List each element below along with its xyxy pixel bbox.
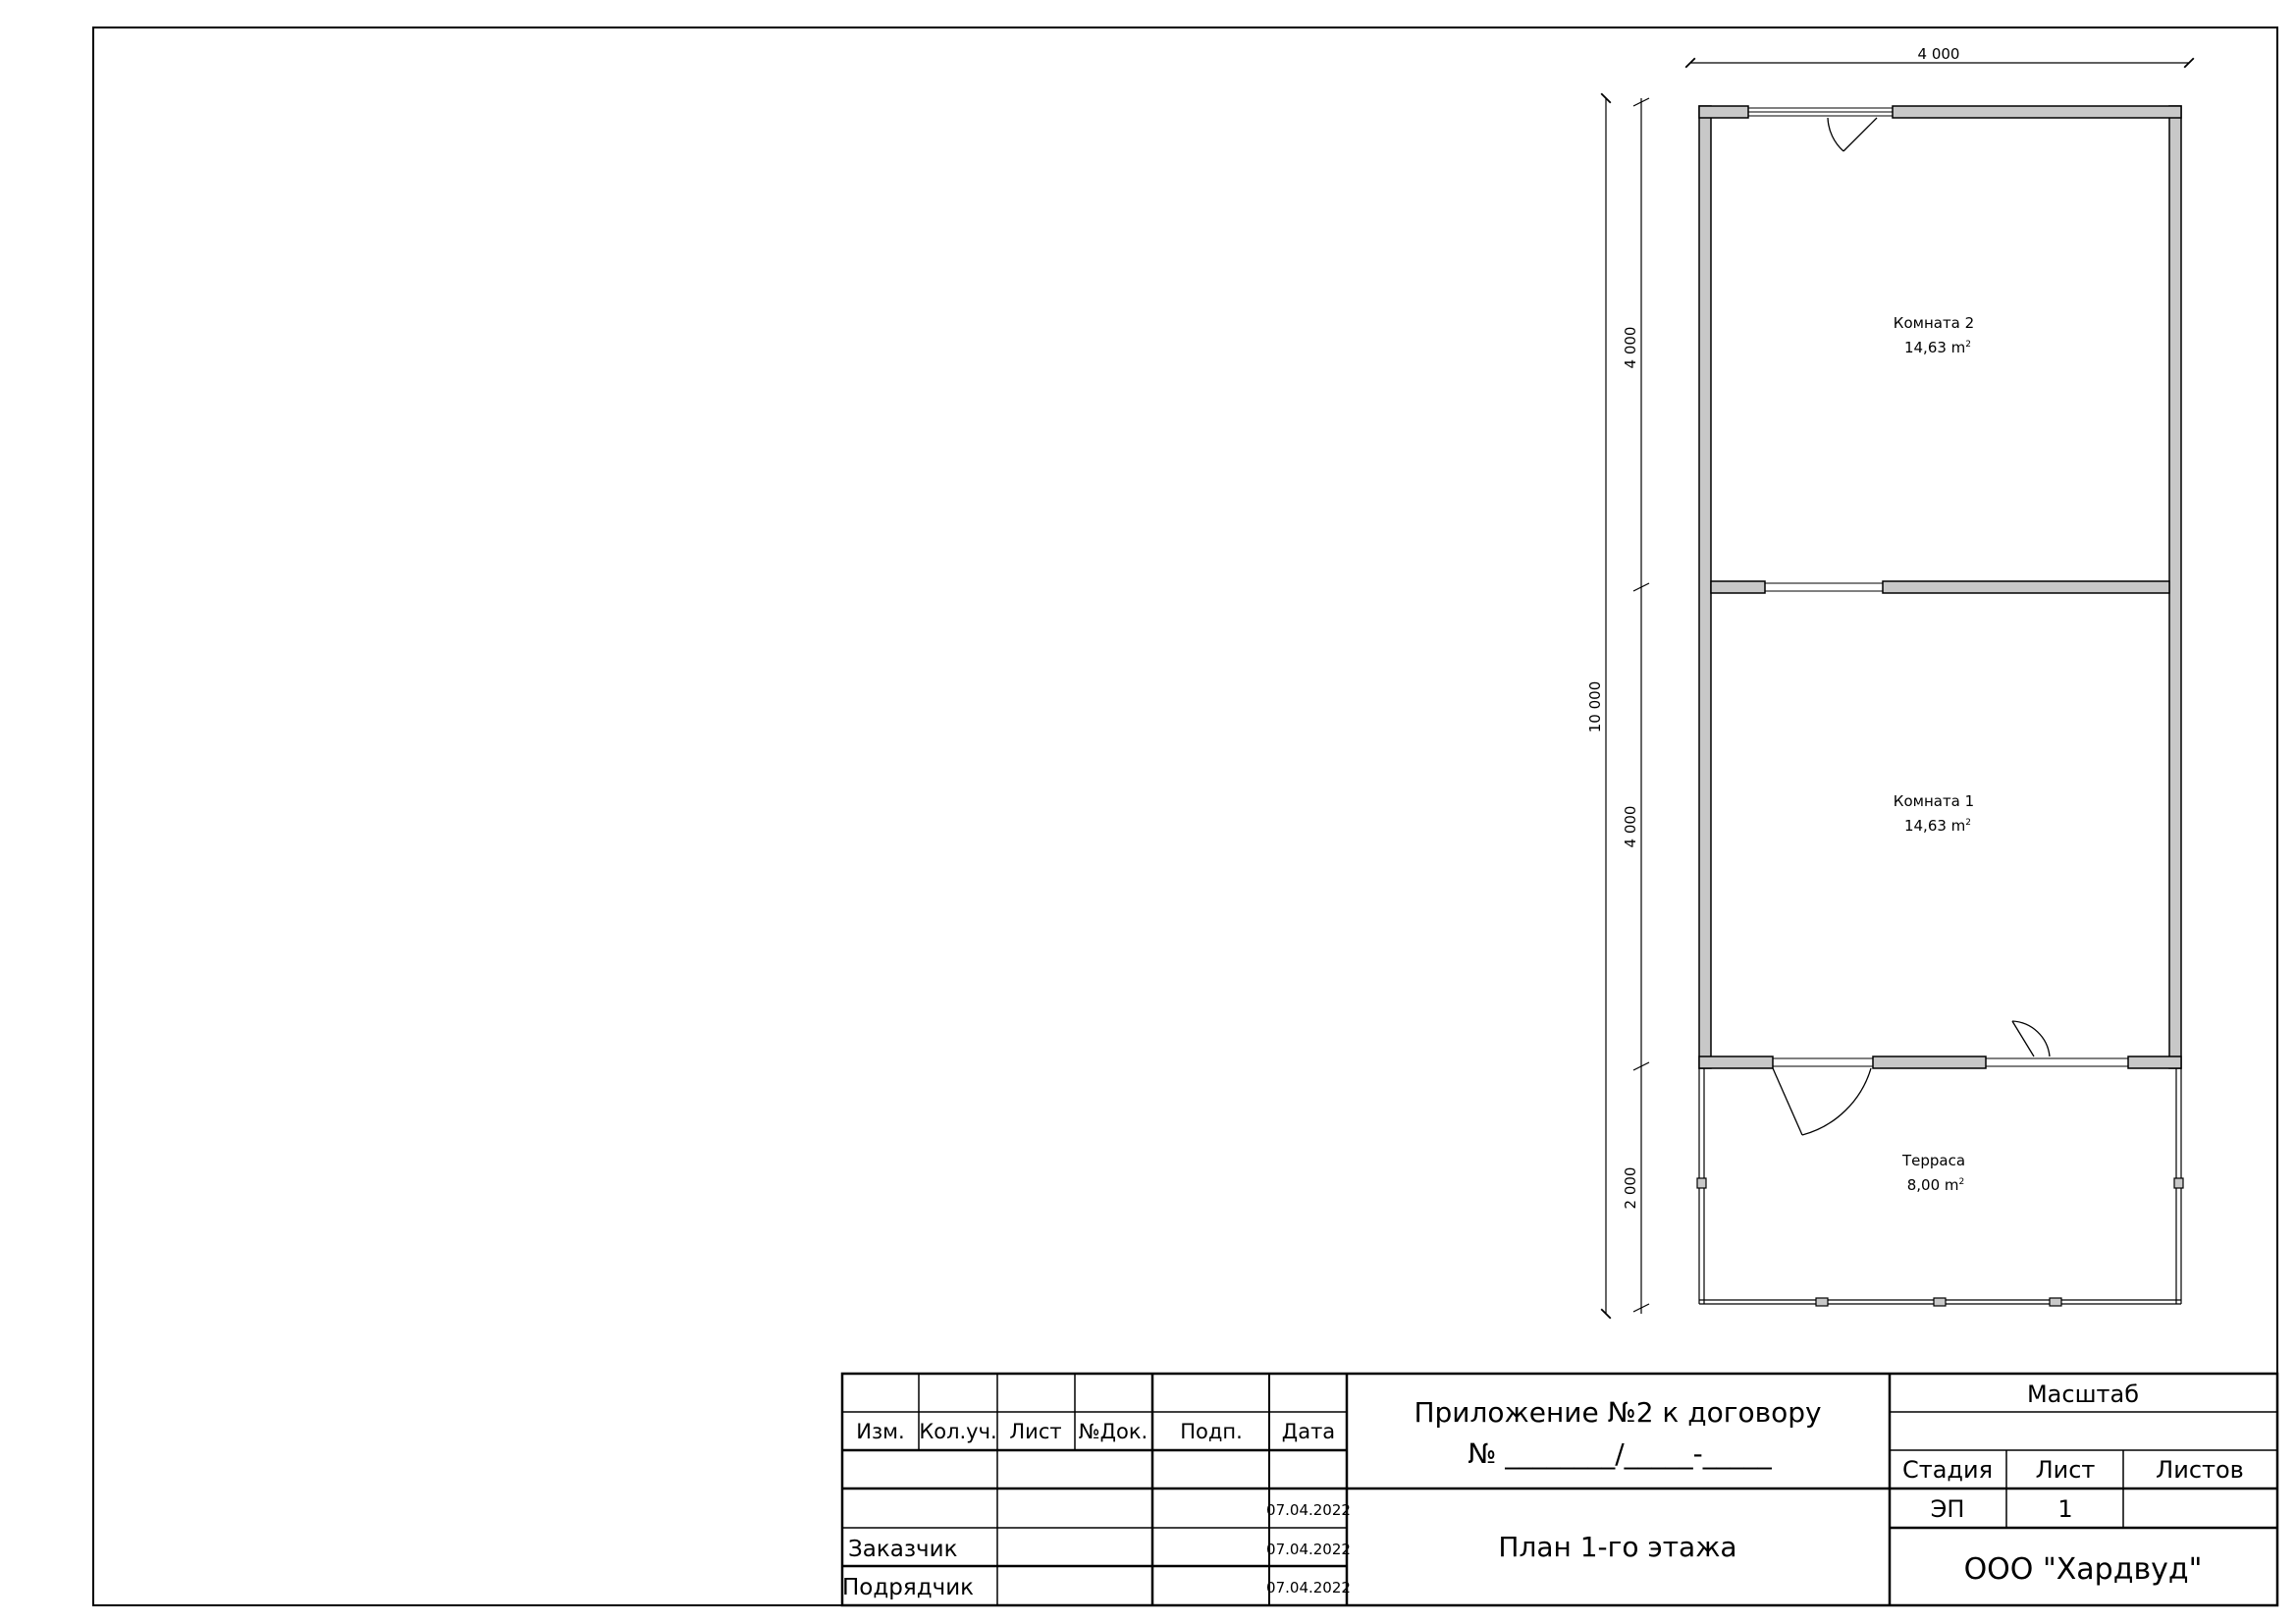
floor-plan <box>1586 45 2189 1314</box>
company-name: ООО "Хардвуд" <box>1963 1552 2203 1587</box>
stage-value: ЭП <box>1930 1495 1965 1523</box>
room-area: 8,00 $m^2$ <box>1906 1176 1965 1194</box>
header-kol-uch: Кол.уч. <box>919 1420 997 1443</box>
room-name: Комната 2 <box>1893 314 1975 332</box>
door-swings <box>1773 118 2050 1135</box>
header-doc-no: №Док. <box>1078 1420 1148 1443</box>
room-area: 14,63 $m^2$ <box>1903 817 1972 835</box>
header-date: Дата <box>1281 1420 1336 1443</box>
room-label-terrace <box>1901 1152 1965 1194</box>
room-label-room2 <box>1894 314 1974 356</box>
dimension-overall-length <box>1586 98 1606 1314</box>
sheet-value: 1 <box>2057 1495 2073 1523</box>
header-izm: Изм. <box>856 1420 905 1443</box>
room-name: Терраса <box>1901 1152 1966 1169</box>
date-row-3: 07.04.2022 <box>1266 1579 1351 1597</box>
svg-text:10 000: 10 000 <box>1586 680 1604 733</box>
contract-number: № ________/_____-_____ <box>1468 1437 1772 1470</box>
contractor-label: Подрядчик <box>842 1575 975 1600</box>
header-list: Лист <box>1009 1420 1062 1443</box>
scale-label: Масштаб <box>2026 1380 2140 1408</box>
title-block-text <box>842 1380 2244 1600</box>
sheet-title: План 1-го этажа <box>1498 1531 1737 1563</box>
room-name: Комната 1 <box>1893 792 1975 810</box>
date-row-2: 07.04.2022 <box>1266 1541 1351 1558</box>
sheets-label: Листов <box>2156 1456 2244 1484</box>
document-title: Приложение №2 к договору <box>1414 1396 1822 1429</box>
dimension-room-lengths <box>1622 98 1649 1314</box>
exterior-walls <box>1699 106 2181 1068</box>
header-sign: Подп. <box>1180 1420 1243 1443</box>
svg-text:4 000: 4 000 <box>1622 805 1639 848</box>
sheet-label: Лист <box>2035 1456 2096 1484</box>
stage-label: Стадия <box>1901 1456 1994 1484</box>
svg-text:2 000: 2 000 <box>1622 1166 1639 1210</box>
room-area: 14,63 $m^2$ <box>1903 339 1972 356</box>
date-row-1: 07.04.2022 <box>1266 1501 1351 1519</box>
customer-label: Заказчик <box>848 1537 958 1562</box>
room-label-room1 <box>1894 792 1974 835</box>
dimension-top <box>1690 45 2189 63</box>
svg-text:4 000: 4 000 <box>1622 326 1639 369</box>
svg-text:4 000: 4 000 <box>1917 45 1960 63</box>
